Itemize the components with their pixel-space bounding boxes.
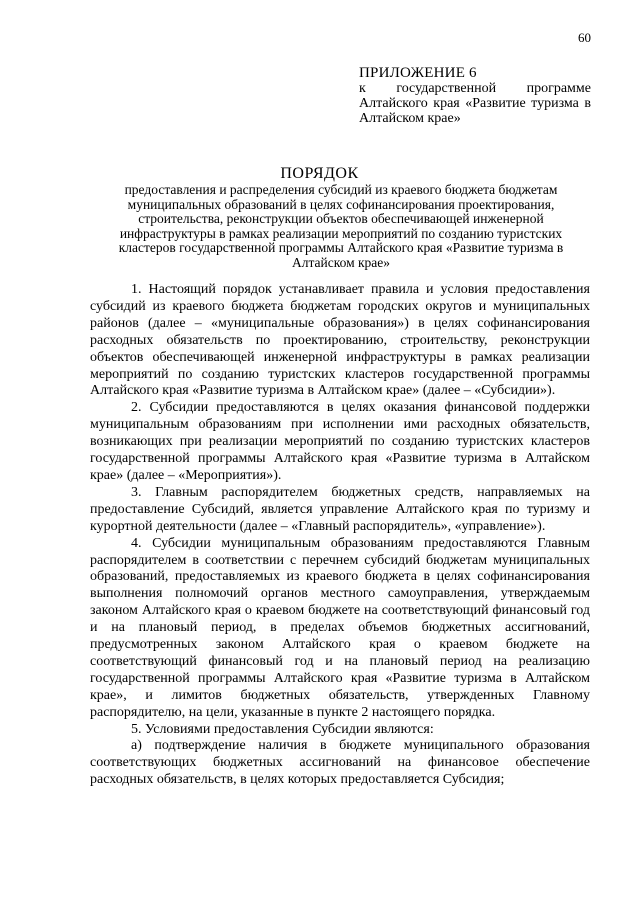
- paragraph-4: 4. Субсидии муниципальным образованиям предоставляются Главным распорядителем в соответствии с перечнем субсидий бюджетам муниципальных образований, предоставляемых из краевого бюджета в целях софинансирования выполнения полномочий органов местного самоуправления, утверждаемым законом Алтайского края о краевом бюджете на соответствующий финансовый год и на плановый период, в пределах объемов бюджетных ассигнований, предусмотренных законом Алтайского края о краевом бюджете на соответствующий финансовый год и на плановый период на реализацию государственной программы Алтайского края «Развитие туризма в Алтайском крае», и лимитов бюджетных обязательств, утвержденных Главному распорядителю, на цели, указанные в пункте 2 настоящего порядка.: [90, 535, 590, 720]
- paragraph-3: 3. Главным распорядителем бюджетных средств, направляемых на предоставление Субсидий, является управление Алтайского края по туризму и курортной деятельности (далее – «Главный распорядитель», «управление»).: [90, 484, 590, 534]
- appendix-block: [359, 66, 591, 126]
- paragraph-5a: а) подтверждение наличия в бюджете муниципального образования соответствующих бюджетных ассигнований на финансовое обеспечение расходных обязательств, в целях которых предоставляется Субсидия;: [90, 738, 590, 788]
- document-subtitle: предоставления и распределения субсидий из краевого бюджета бюджетам муниципальных образований в целях софинансирования проектирования, строительства, реконструкции объектов обеспечивающей инженерной инфраструктуры в рамках реализации мероприятий по созданию туристских кластеров государственной программы Алтайского края «Развитие туризма в Алтайском крае»: [118, 182, 564, 270]
- document-body: [90, 282, 590, 789]
- page-number: 60: [578, 30, 591, 45]
- appendix-text: к государственной программе Алтайского края «Развитие туризма в Алтайском крае»: [359, 81, 591, 126]
- document-title: ПОРЯДОК: [280, 165, 359, 182]
- appendix-title: ПРИЛОЖЕНИЕ 6: [359, 65, 477, 81]
- paragraph-2: 2. Субсидии предоставляются в целях оказания финансовой поддержки муниципальным образованиям при исполнении ими расходных обязательств, возникающих при реализации мероприятий по созданию туристских кластеров государственной программы Алтайского края «Развитие туризма в Алтайском крае» (далее – «Мероприятия»).: [90, 400, 590, 483]
- paragraph-5: 5. Условиями предоставления Субсидии являются:: [131, 721, 434, 737]
- paragraph-1: 1. Настоящий порядок устанавливает правила и условия предоставления субсидий из краевого бюджета бюджетам городских округов и муниципальных районов (далее – «муниципальные образования») в целях софинансирования расходных обязательств по проектированию, строительству, реконструкции объектов обеспечивающей инженерной инфраструктуры в рамках реализации мероприятий по созданию туристских кластеров государственной программы Алтайского края «Развитие туризма в Алтайском крае» (далее – «Субсидии»).: [90, 282, 590, 399]
